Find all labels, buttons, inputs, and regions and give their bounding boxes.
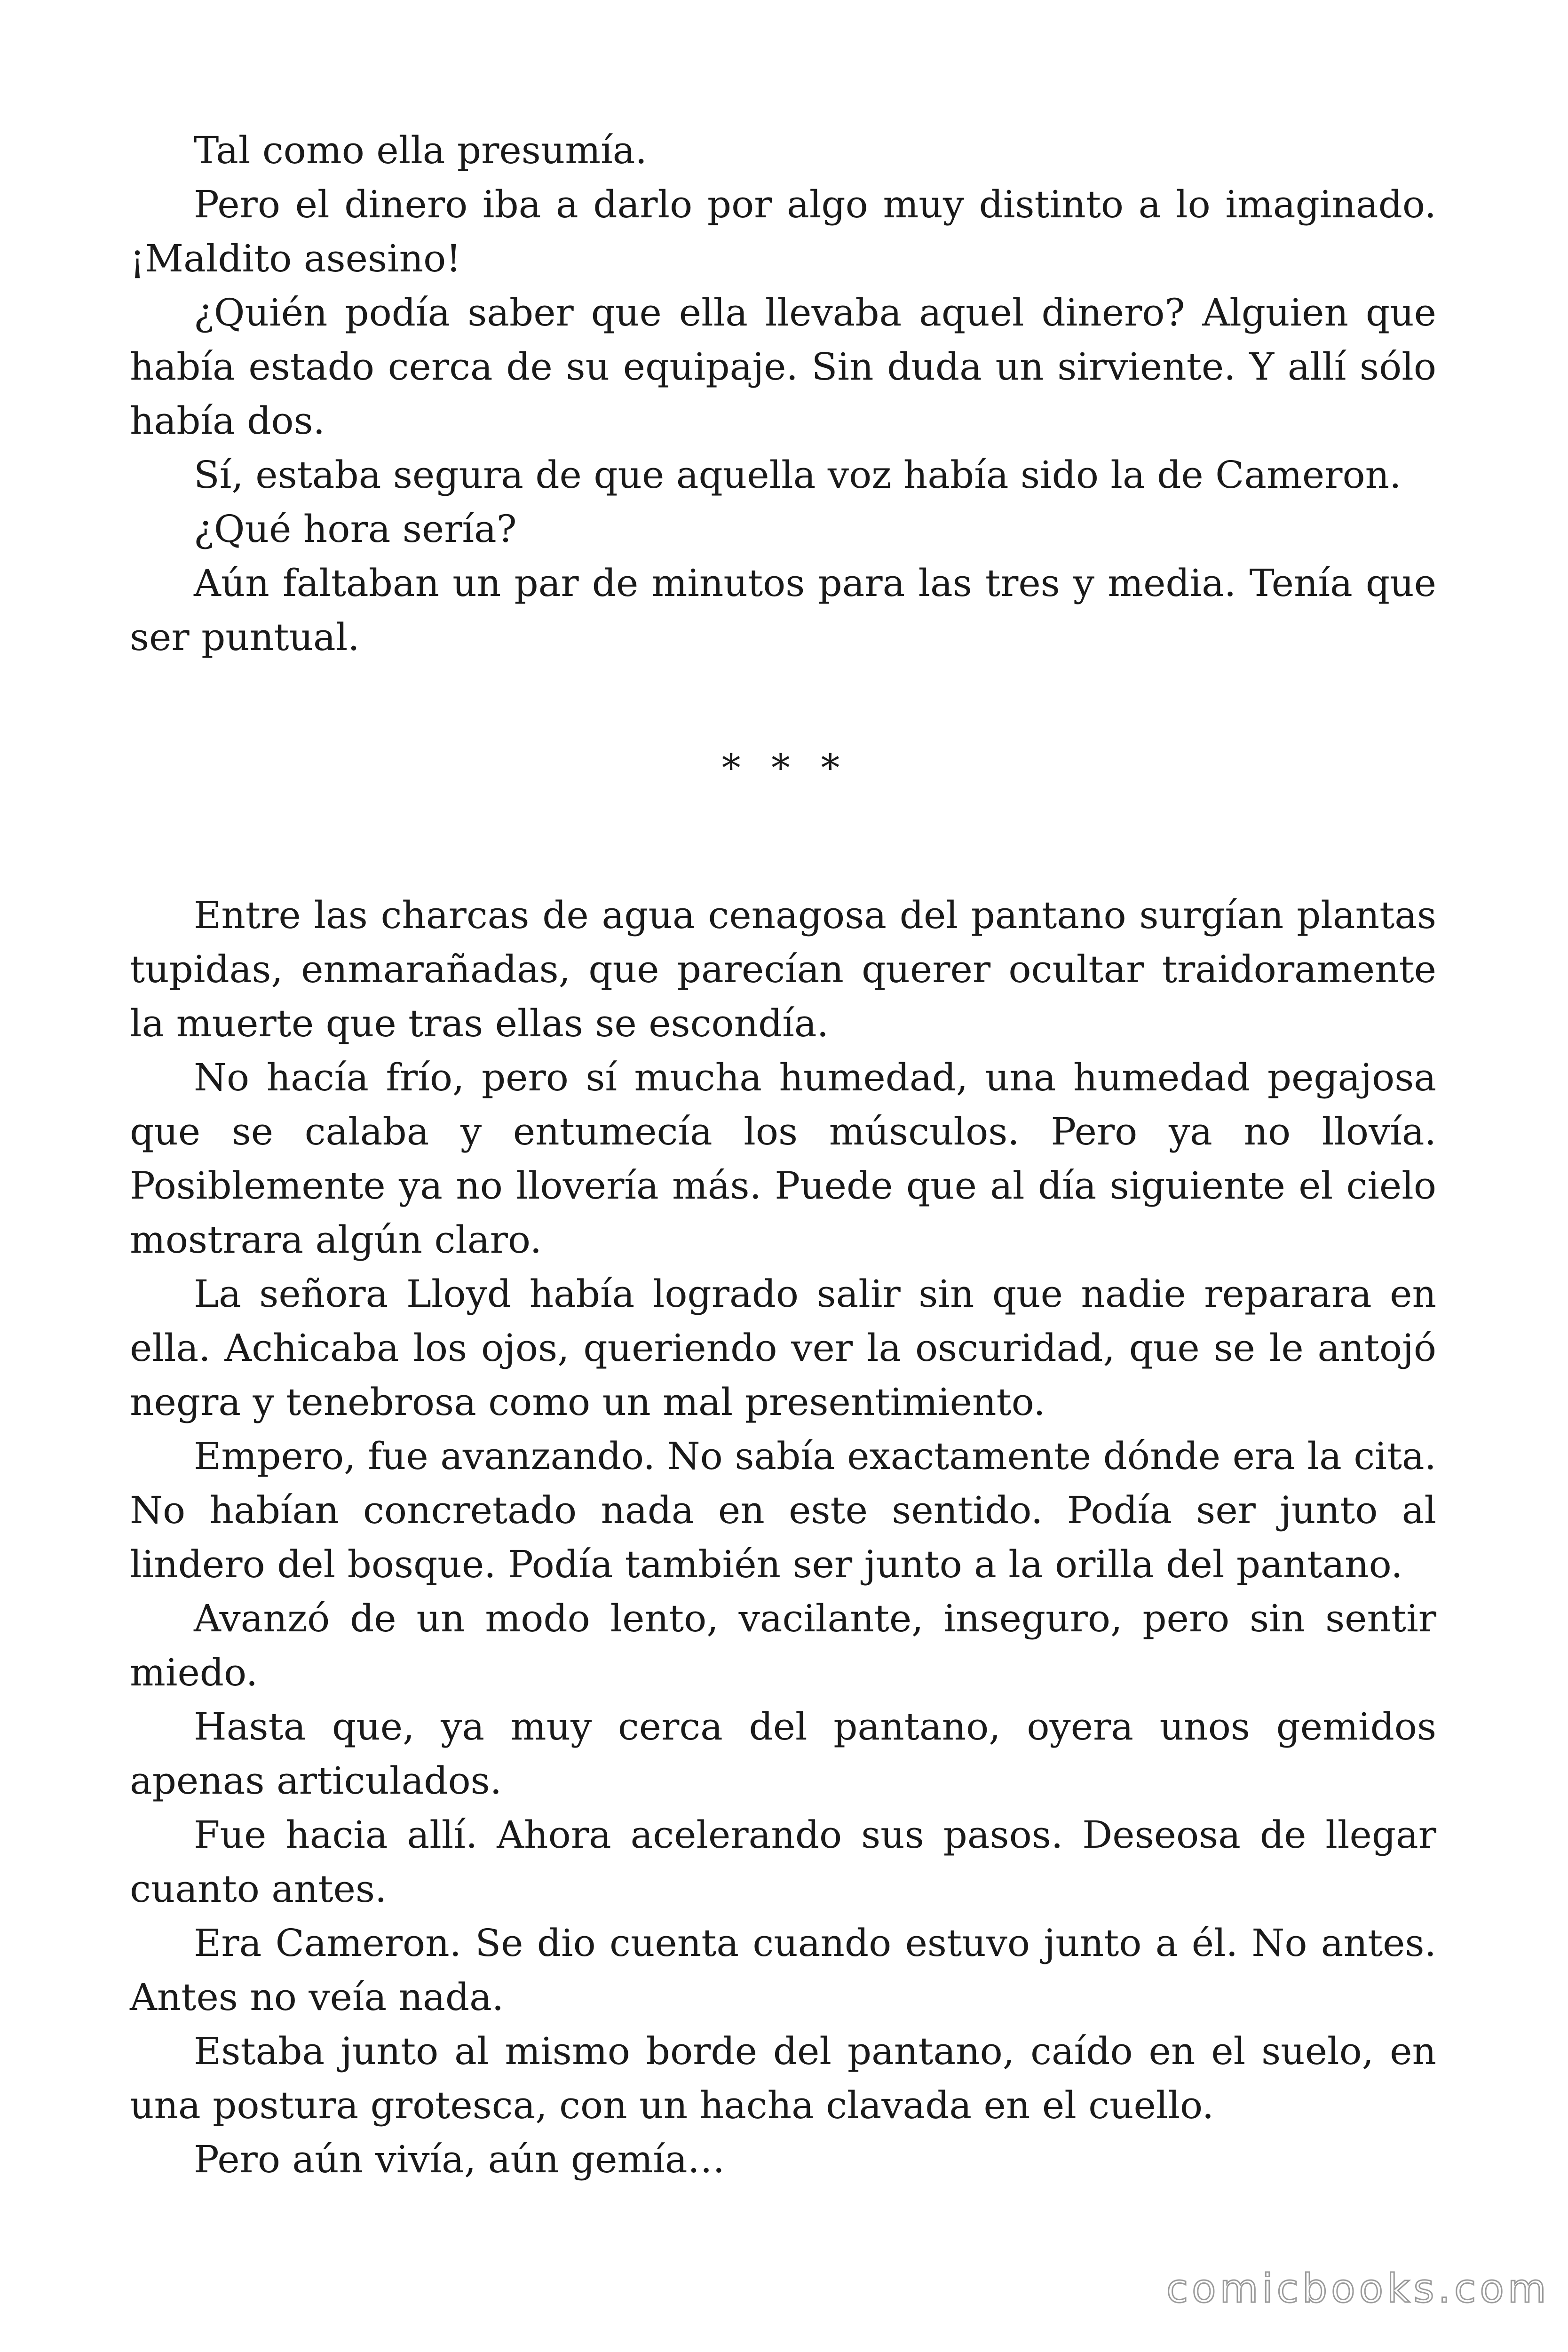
paragraph: ¿Qué hora sería? <box>194 507 517 551</box>
paragraph: Hasta que, ya muy cerca del pantano, oyera unos gemidos apenas articulados. <box>130 1705 1436 1803</box>
watermark: comicbooks.com <box>1166 2265 1550 2312</box>
paragraph: Pero el dinero iba a darlo por algo muy distinto a lo imaginado. ¡Maldito asesino! <box>130 183 1436 280</box>
paragraph: Entre las charcas de agua cenagosa del pantano surgían plantas tupidas, enmarañadas, que parecían querer ocultar traidoramente la muerte que tras ellas se escondía. <box>130 893 1436 1045</box>
paragraph: No hacía frío, pero sí mucha humedad, una humedad pegajosa que se calaba y entumecía los músculos. Pero ya no llovía. Posiblemente ya no llovería más. Puede que al día siguiente el cielo mostrara algún claro. <box>130 1056 1436 1262</box>
paragraph: Tal como ella presumía. <box>194 128 647 172</box>
paragraph: Pero aún vivía, aún gemía… <box>194 2137 725 2181</box>
section-separator: * * * <box>721 746 849 790</box>
text-section-top <box>130 123 1436 664</box>
text-section-bottom <box>130 888 1436 2186</box>
paragraph: Era Cameron. Se dio cuenta cuando estuvo junto a él. No antes. Antes no veía nada. <box>130 1921 1436 2019</box>
paragraph: Sí, estaba segura de que aquella voz había sido la de Cameron. <box>194 453 1402 497</box>
paragraph: Estaba junto al mismo borde del pantano, caído en el suelo, en una postura grotesca, con un hacha clavada en el cuello. <box>130 2029 1436 2127</box>
paragraph: Empero, fue avanzando. No sabía exactamente dónde era la cita. No habían concretado nada en este sentido. Podía ser junto al lindero del bosque. Podía también ser junto a la orilla del pantano. <box>130 1434 1436 1586</box>
paragraph: Aún faltaban un par de minutos para las tres y media. Tenía que ser puntual. <box>130 561 1436 659</box>
paragraph: ¿Quién podía saber que ella llevaba aquel dinero? Alguien que había estado cerca de su equipaje. Sin duda un sirviente. Y allí sólo había dos. <box>130 291 1436 443</box>
paragraph: Avanzó de un modo lento, vacilante, inseguro, pero sin sentir miedo. <box>130 1597 1436 1694</box>
paragraph: La señora Lloyd había logrado salir sin que nadie reparara en ella. Achicaba los ojos, queriendo ver la oscuridad, que se le antojó negra y tenebrosa como un mal presentimiento. <box>130 1272 1436 1424</box>
paragraph: Fue hacia allí. Ahora acelerando sus pasos. Deseosa de llegar cuanto antes. <box>130 1813 1436 1911</box>
